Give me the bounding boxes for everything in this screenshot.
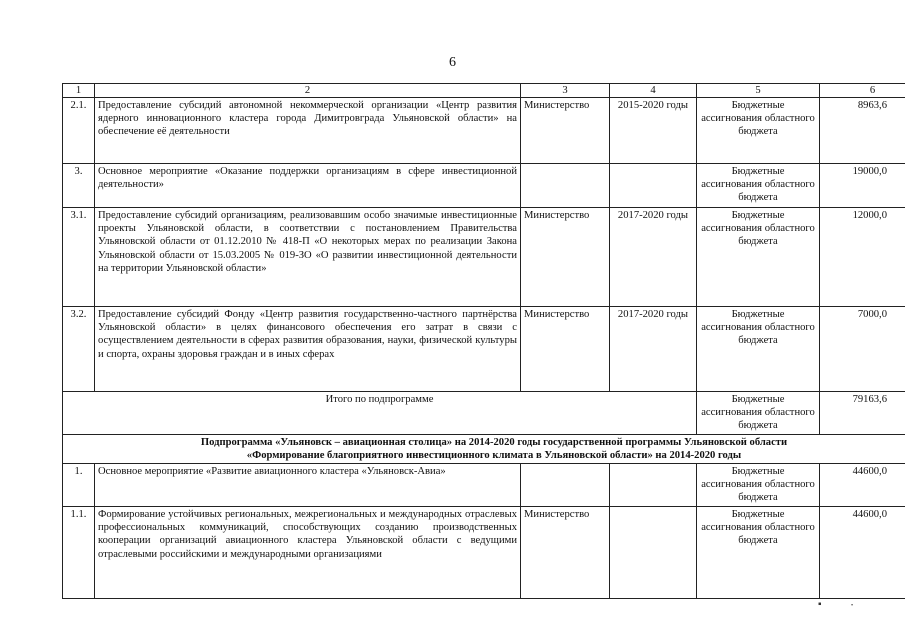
row-number: 3.1.	[63, 208, 95, 307]
row-description: Формирование устойчивых региональных, межрегиональных и международных отраслевых профессиональных коммуникаций, способствующих созданию производственных кооперации организаций авиационного кластера Ульяновской области с ведущими отраслевыми российскими и международными организациями	[95, 507, 521, 599]
column-number-4: 4	[610, 84, 697, 98]
row-amount: 12000,0	[820, 208, 905, 307]
column-number-2: 2	[95, 84, 521, 98]
table-row	[63, 307, 905, 392]
row-executor: Министерство	[521, 98, 610, 164]
row-executor	[521, 464, 610, 507]
budget-table	[62, 83, 905, 599]
table-row	[63, 98, 905, 164]
row-amount: 7000,0	[820, 307, 905, 392]
row-funding-source: Бюджетные ассигнования областного бюджета	[697, 164, 820, 208]
row-amount: 19000,0	[820, 164, 905, 208]
total-amount: 79163,6	[820, 392, 905, 435]
row-description: Предоставление субсидий организациям, реализовавшим особо значимые инвестиционные проекты Ульяновской области, в соответствии с постановлением Правительства Ульяновской области от 01.12.2010 № 418-П «О некоторых мерах по реализации Закона Ульяновской области от 15.03.2005 № 019-ЗО «О развитии инвестиционной деятельности на территории Ульяновской области»	[95, 208, 521, 307]
row-years: 2017-2020 годы	[610, 307, 697, 392]
row-amount: 44600,0	[820, 507, 905, 599]
row-number: 2.1.	[63, 98, 95, 164]
row-years	[610, 464, 697, 507]
table-header-row	[63, 84, 905, 98]
table-row	[63, 464, 905, 507]
row-description: Основное мероприятие «Оказание поддержки организациям в сфере инвестиционной деятельности»	[95, 164, 521, 208]
row-funding-source: Бюджетные ассигнования областного бюджета	[697, 98, 820, 164]
table-row	[63, 208, 905, 307]
column-number-3: 3	[521, 84, 610, 98]
column-number-1: 1	[63, 84, 95, 98]
row-funding-source: Бюджетные ассигнования областного бюджета	[697, 464, 820, 507]
row-years: 2017-2020 годы	[610, 208, 697, 307]
row-amount: 8963,6	[820, 98, 905, 164]
row-executor: Министерство	[521, 208, 610, 307]
row-years: 2015-2020 годы	[610, 98, 697, 164]
subprogram-heading-row	[63, 435, 905, 464]
row-executor: Министерство	[521, 507, 610, 599]
table-row	[63, 507, 905, 599]
total-label: Итого по подпрограмме	[63, 392, 697, 435]
row-executor: Министерство	[521, 307, 610, 392]
scan-speck-mark: ▪	[818, 599, 822, 610]
row-description: Предоставление субсидий Фонду «Центр развития государственно-частного партнёрства Ульяновской области» в целях финансового обеспечения его затрат в связи с осуществлением деятельности в сферах развития образования, науки, физической культуры и спорта, охраны здоровья граждан и в иных сферах	[95, 307, 521, 392]
row-number: 1.1.	[63, 507, 95, 599]
column-number-5: 5	[697, 84, 820, 98]
page-number: 6	[449, 55, 456, 70]
row-number: 3.2.	[63, 307, 95, 392]
total-row	[63, 392, 905, 435]
row-years	[610, 507, 697, 599]
row-number: 3.	[63, 164, 95, 208]
scan-speck-mark: •	[851, 603, 854, 609]
row-description: Основное мероприятие «Развитие авиационного кластера «Ульяновск-Авиа»	[95, 464, 521, 507]
subprogram-heading-line-2: «Формирование благоприятного инвестиционного климата в Ульяновской области» на 2014-2020 годы	[246, 450, 742, 461]
row-funding-source: Бюджетные ассигнования областного бюджета	[697, 507, 820, 599]
row-description: Предоставление субсидий автономной некоммерческой организации «Центр развития ядерного инновационного кластера города Димитровграда Ульяновской области» на обеспечение её деятельности	[95, 98, 521, 164]
row-number: 1.	[63, 464, 95, 507]
row-amount: 44600,0	[820, 464, 905, 507]
column-number-6: 6	[820, 84, 905, 98]
row-funding-source: Бюджетные ассигнования областного бюджета	[697, 208, 820, 307]
total-funding-source: Бюджетные ассигнования областного бюджета	[697, 392, 820, 435]
row-years	[610, 164, 697, 208]
subprogram-heading-line-1: Подпрограмма «Ульяновск – авиационная столица» на 2014-2020 годы государственной программы Ульяновской области	[200, 437, 788, 448]
table-row	[63, 164, 905, 208]
row-executor	[521, 164, 610, 208]
subprogram-heading	[63, 435, 905, 464]
row-funding-source: Бюджетные ассигнования областного бюджета	[697, 307, 820, 392]
